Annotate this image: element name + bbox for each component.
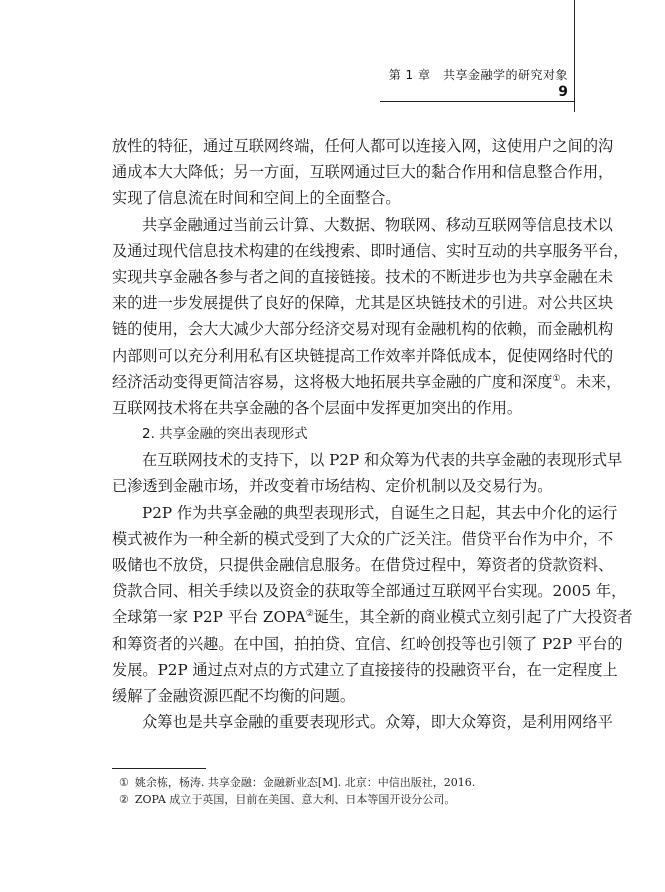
text-line: 贷款合同、相关手续以及资金的获取等全部通过互联网平台实现。2005 年， [112, 582, 627, 601]
text-line: 实现了信息流在时间和空间上的全面整合。 [112, 189, 401, 208]
header-rule [380, 101, 575, 102]
text-line: P2P 作为共享金融的典型表现形式，自诞生之日起，其去中介化的运行 [142, 503, 618, 522]
text-line: 及通过现代信息技术构建的在线搜索、即时通信、实时互动的共享服务平台， [112, 241, 629, 260]
text-segment: 。未来， [560, 372, 622, 391]
text-segment: 全球第一家 P2P 平台 ZOPA [112, 608, 306, 627]
footnote-1 [112, 774, 582, 791]
footnote-mark: ① [119, 776, 129, 789]
text-segment: 诞生，其全新的商业模式立刻引起了广大投资者 [313, 608, 633, 627]
text-line: 和筹资者的兴趣。在中国，拍拍贷、宜信、红岭创投等也引领了 P2P 平台的 [112, 634, 623, 653]
margin-vertical-rule [574, 0, 575, 112]
running-head-chapter: 第 1 章 共享金融学的研究对象 [388, 68, 568, 82]
text-line: 实现共享金融各参与者之间的直接链接。技术的不断进步也为共享金融在未 [112, 267, 614, 286]
text-line: 吸储也不放贷，只提供金融信息服务。在借贷过程中，筹资者的贷款资料、 [112, 556, 614, 574]
text-line: 缓解了金融资源匹配不均衡的问题。 [112, 686, 355, 705]
text-line: 已渗透到金融市场，并改变着市场结构、定价机制以及交易行为。 [112, 477, 553, 496]
body-text [112, 133, 633, 735]
text-segment: 经济活动变得更简洁容易，这将极大地拓展共享金融的广度和深度 [112, 372, 553, 391]
text-line: 众筹也是共享金融的重要表现形式。众筹，即大众筹资，是利用网络平 [142, 713, 613, 732]
footnote-mark: ② [119, 793, 129, 806]
text-line: 来的进一步发展提供了良好的保障，尤其是区块链技术的引进。对公共区块 [112, 294, 614, 313]
footnote-ref-1: ① [552, 373, 561, 384]
text-line-with-footnote [112, 369, 622, 395]
text-line: 互联网技术将在共享金融的各个层面中发挥更加突出的作用。 [112, 398, 523, 417]
footnotes [112, 774, 582, 808]
text-line: 链的使用，会大大减少大部分经济交易对现有金融机构的依赖，而金融机构 [112, 320, 614, 339]
text-line: 在互联网技术的支持下，以 P2P 和众筹为代表的共享金融的表现形式早 [142, 451, 623, 470]
footnote-text: ZOPA 成立于英国，目前在美国、意大利、日本等国开设分公司。 [134, 793, 456, 806]
text-line: 模式被作为一种全新的模式受到了大众的广泛关注。借贷平台作为中介，不 [112, 529, 614, 548]
text-line: 放性的特征，通过互联网终端，任何人都可以连接入网，这使用户之间的沟 [112, 137, 614, 155]
text-line-with-footnote [112, 604, 633, 630]
section-heading: 2. 共享金融的突出表现形式 [142, 426, 308, 443]
text-line: 通成本大大降低；另一方面，互联网通过巨大的黏合作用和信息整合作用， [112, 163, 614, 182]
text-line: 内部则可以充分利用私有区块链提高工作效率并降低成本，促使网络时代的 [112, 346, 614, 365]
footnote-text: 姚余栋，杨涛. 共享金融：金融新业态[M]. 北京：中信出版社，2016. [134, 776, 476, 789]
page-number: 9 [558, 84, 568, 100]
footnote-2 [112, 791, 582, 808]
text-line: 共享金融通过当前云计算、大数据、物联网、移动互联网等信息技术以 [142, 215, 613, 234]
footnote-ref-2: ② [305, 609, 314, 620]
footnote-separator [112, 768, 206, 769]
text-line: 发展。P2P 通过点对点的方式建立了直接接待的投融资平台，在一定程度上 [112, 660, 618, 679]
